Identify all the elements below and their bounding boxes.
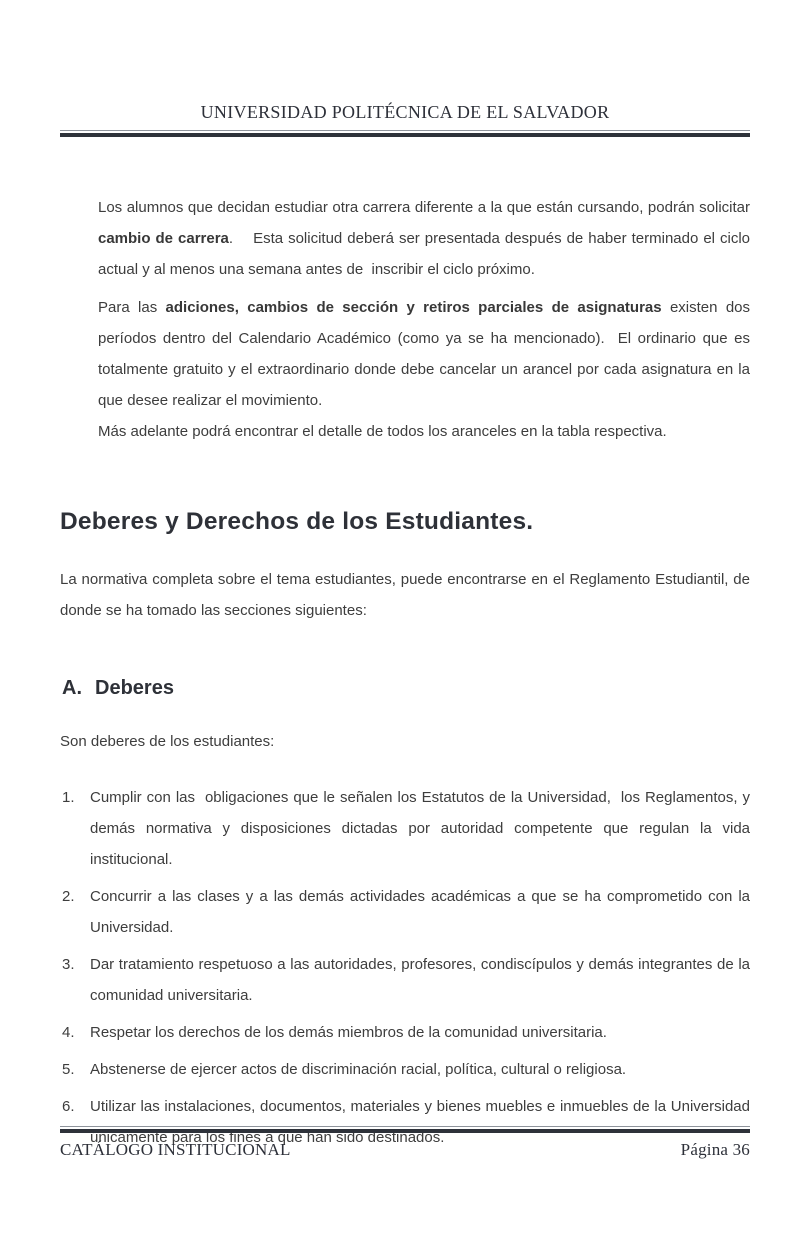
duty-item-4: [62, 1017, 750, 1048]
paragraph-cambio-carrera: [98, 192, 750, 285]
duty-item-3-text: Dar tratamiento respetuoso a las autoridades, profesores, condiscípulos y demás integrantes de la comunidad universitaria.: [90, 956, 750, 1004]
paragraph-adiciones-rest: existen dos períodos dentro del Calendario Académico (como ya se ha mencionado). El ordinario que es totalmente gratuito y el extraordinario donde debe cancelar un arancel por cada asignatura en la que desee realizar el movimiento.: [98, 299, 751, 409]
duty-item-5-number: 5.: [62, 1061, 75, 1078]
paragraph-normativa: La normativa completa sobre el tema estudiantes, puede encontrarse en el Reglamento Estudiantil, de donde se ha tomado las secciones siguientes:: [60, 571, 750, 619]
duty-item-2-number: 2.: [62, 888, 75, 905]
page-footer: [60, 1126, 750, 1162]
duties-list: [60, 782, 750, 1153]
paragraph-cambio-carrera-text: Los alumnos que decidan estudiar otra carrera diferente a la que están cursando, podrán solicitar: [98, 199, 750, 216]
duty-item-1: [62, 782, 750, 875]
paragraph-cambio-carrera-rest: . Esta solicitud deberá ser presentada después de haber terminado el ciclo actual y al menos una semana antes de inscribir el ciclo próximo.: [98, 230, 750, 278]
page-header-title: UNIVERSIDAD POLITÉCNICA DE EL SALVADOR: [200, 102, 610, 122]
paragraph-adiciones-text: Para las: [98, 299, 166, 316]
subsection-letter: A.: [62, 677, 82, 699]
duty-item-3-number: 3.: [62, 956, 75, 973]
subsection-title-text: Deberes: [95, 677, 174, 699]
duty-item-6-text: Utilizar las instalaciones, documentos, materiales y bienes muebles e inmuebles de la Universidad únicamente para los fines a que han sido destinados.: [90, 1098, 750, 1146]
duty-item-5-text: Abstenerse de ejercer actos de discriminación racial, política, cultural o religiosa.: [90, 1061, 627, 1078]
paragraph-cambio-carrera-bold: cambio de carrera: [98, 230, 229, 247]
paragraph-adiciones-bold: adiciones, cambios de sección y retiros parciales de asignaturas: [165, 299, 662, 316]
section-title: Deberes y Derechos de los Estudiantes.: [60, 508, 534, 535]
duty-item-4-text: Respetar los derechos de los demás miembros de la comunidad universitaria.: [90, 1024, 607, 1041]
duty-item-4-number: 4.: [62, 1024, 75, 1041]
duty-item-2-text: Concurrir a las clases y a las demás actividades académicas a que se ha comprometido con la Universidad.: [90, 888, 750, 936]
duty-item-1-text: Cumplir con las obligaciones que le señalen los Estatutos de la Universidad, los Reglamentos, y demás normativa y disposiciones dictadas por autoridad competente que regulan la vida institucional.: [90, 789, 750, 868]
subsection-title: [62, 675, 750, 701]
duty-item-5: [62, 1054, 750, 1085]
footer-document-name: CATÁLOGO INSTITUCIONAL: [60, 1140, 291, 1159]
duty-item-6-number: 6.: [62, 1098, 75, 1115]
duty-item-2: [62, 881, 750, 943]
footer-page-number: Página 36: [680, 1140, 750, 1159]
paragraph-aranceles: Más adelante podrá encontrar el detalle de todos los aranceles en la tabla respectiva.: [98, 423, 667, 440]
duty-item-3: [62, 949, 750, 1011]
paragraph-adiciones: [98, 292, 750, 416]
header-rule: [60, 130, 750, 137]
duty-item-1-number: 1.: [62, 789, 75, 806]
duties-list-intro: Son deberes de los estudiantes:: [60, 733, 275, 750]
footer-rule: [60, 1126, 750, 1133]
